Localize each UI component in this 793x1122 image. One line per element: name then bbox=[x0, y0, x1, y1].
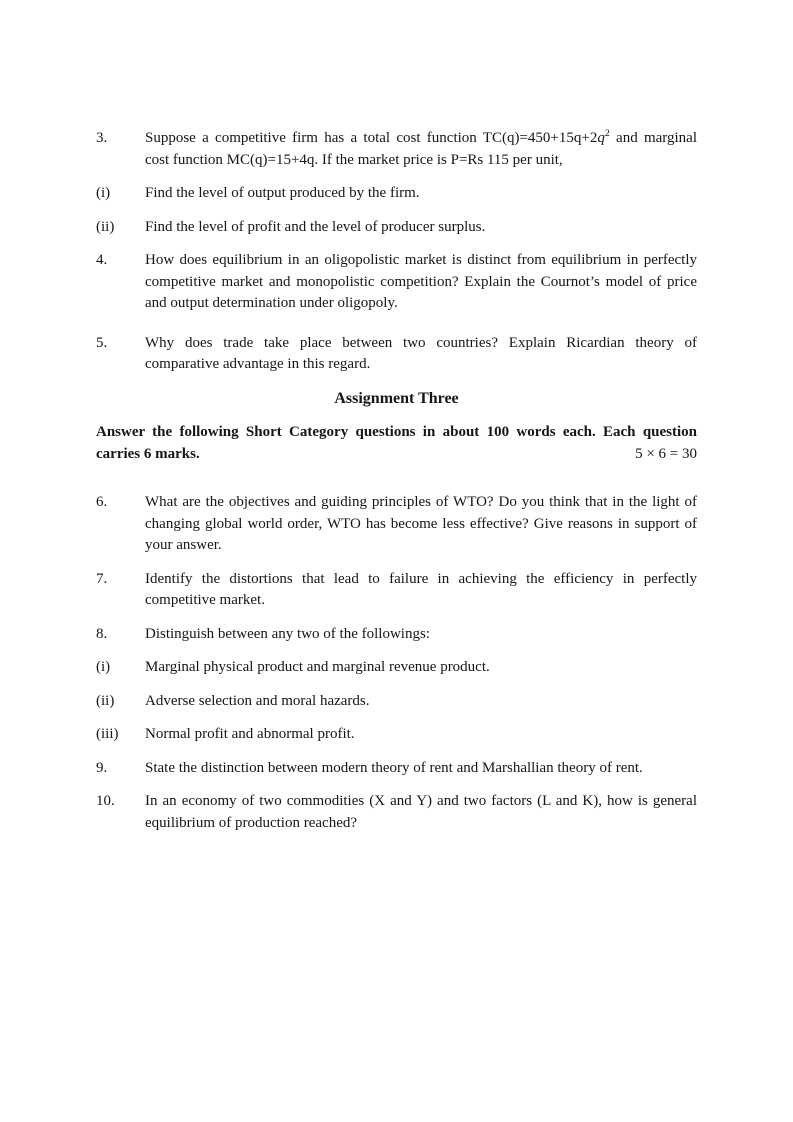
question-item bbox=[96, 492, 697, 557]
question-item bbox=[96, 758, 697, 780]
question-number: 7. bbox=[96, 570, 108, 587]
assignment-heading: Assignment Three bbox=[334, 389, 459, 407]
question-item bbox=[96, 333, 697, 376]
question-number: 9. bbox=[96, 759, 108, 776]
question-text: State the distinction between modern theory of rent and Marshallian theory of rent. bbox=[145, 759, 643, 776]
question-text-part: Suppose a competitive firm has a total cost function TC(q)=450+15q+2 bbox=[145, 130, 598, 146]
marks-value: 5 × 6 = 30 bbox=[635, 445, 697, 462]
question-item bbox=[96, 217, 697, 239]
question-number: 5. bbox=[96, 334, 108, 351]
formula-variable: q bbox=[597, 130, 605, 146]
question-number: (ii) bbox=[96, 218, 115, 235]
question-text: What are the objectives and guiding principles of WTO? Do you think that in the light of changing global world order, WTO has become less effective? Give reasons in support of your answer. bbox=[145, 494, 697, 553]
question-number: 3. bbox=[96, 130, 108, 146]
formula-exponent: 2 bbox=[604, 128, 610, 139]
question-number: (ii) bbox=[96, 692, 115, 709]
question-item bbox=[96, 569, 697, 612]
question-item bbox=[96, 183, 697, 205]
question-text: Normal profit and abnormal profit. bbox=[145, 726, 355, 742]
question-item bbox=[96, 624, 697, 646]
question-text: Why does trade take place between two countries? Explain Ricardian theory of comparative advantage in this regard. bbox=[145, 334, 697, 372]
question-item bbox=[96, 128, 697, 171]
question-text-part: and marginal cost function MC(q)=15+4q. If the market price is P=Rs 115 per unit, bbox=[145, 130, 698, 168]
question-text: Adverse selection and moral hazards. bbox=[145, 692, 370, 709]
question-item bbox=[96, 691, 697, 713]
question-text: Identify the distortions that lead to failure in achieving the efficiency in perfectly competitive market. bbox=[145, 570, 697, 608]
question-text: Marginal physical product and marginal revenue product. bbox=[145, 659, 490, 675]
question-text bbox=[145, 128, 697, 171]
instruction-block bbox=[96, 422, 697, 465]
question-text: Find the level of output produced by the firm. bbox=[145, 185, 420, 201]
question-number: (i) bbox=[96, 185, 111, 201]
question-item bbox=[96, 250, 697, 315]
question-item bbox=[96, 724, 697, 746]
question-text: How does equilibrium in an oligopolistic market is distinct from equilibrium in perfectly competitive market and monopolistic competition? Explain the Cournot’s model of price and output determination under oligopoly. bbox=[145, 252, 697, 311]
question-number: 4. bbox=[96, 252, 108, 268]
question-number: 8. bbox=[96, 625, 108, 642]
question-number: (iii) bbox=[96, 726, 119, 742]
instruction-text: Answer the following Short Category questions in about 100 words each. Each question carries 6 marks. bbox=[96, 424, 697, 462]
question-number: (i) bbox=[96, 659, 111, 675]
question-text: Distinguish between any two of the followings: bbox=[145, 625, 430, 642]
question-number: 10. bbox=[96, 793, 115, 809]
question-item bbox=[96, 657, 697, 679]
question-number: 6. bbox=[96, 494, 108, 510]
question-text: In an economy of two commodities (X and Y) and two factors (L and K), how is general equilibrium of production reached? bbox=[145, 793, 697, 831]
question-text: Find the level of profit and the level of producer surplus. bbox=[145, 218, 486, 235]
question-item bbox=[96, 791, 697, 834]
